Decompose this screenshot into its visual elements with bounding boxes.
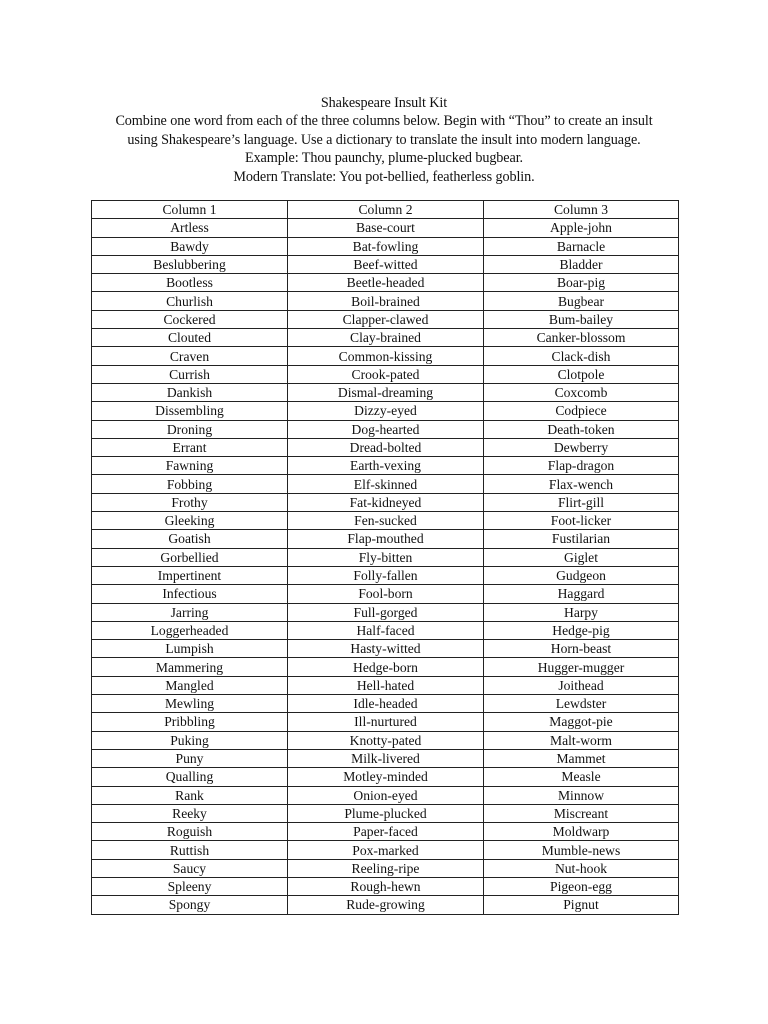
table-cell-column-2: Motley-minded xyxy=(288,768,484,786)
table-cell-column-1: Currish xyxy=(92,365,288,383)
table-row xyxy=(92,420,679,438)
column-header-2: Column 2 xyxy=(288,201,484,219)
table-row xyxy=(92,676,679,694)
table-cell-column-1: Artless xyxy=(92,219,288,237)
table-cell-column-2: Fool-born xyxy=(288,585,484,603)
table-cell-column-3: Clotpole xyxy=(484,365,679,383)
translation-line: Modern Translate: You pot-bellied, featherless goblin. xyxy=(233,168,535,185)
table-cell-column-2: Pox-marked xyxy=(288,841,484,859)
table-cell-column-2: Elf-skinned xyxy=(288,475,484,493)
table-header-row xyxy=(92,201,679,219)
table-row xyxy=(92,438,679,456)
table-cell-column-1: Fawning xyxy=(92,457,288,475)
table-row xyxy=(92,219,679,237)
table-cell-column-3: Dewberry xyxy=(484,438,679,456)
table-cell-column-3: Horn-beast xyxy=(484,640,679,658)
table-row xyxy=(92,823,679,841)
table-cell-column-2: Dog-hearted xyxy=(288,420,484,438)
table-cell-column-1: Errant xyxy=(92,438,288,456)
column-header-3: Column 3 xyxy=(484,201,679,219)
table-cell-column-1: Bawdy xyxy=(92,237,288,255)
table-cell-column-3: Mumble-news xyxy=(484,841,679,859)
table-cell-column-1: Clouted xyxy=(92,329,288,347)
table-cell-column-2: Reeling-ripe xyxy=(288,859,484,877)
table-cell-column-1: Beslubbering xyxy=(92,255,288,273)
table-cell-column-2: Clapper-clawed xyxy=(288,310,484,328)
example-line: Example: Thou paunchy, plume-plucked bugbear. xyxy=(245,150,523,167)
table-cell-column-3: Clack-dish xyxy=(484,347,679,365)
table-cell-column-1: Spleeny xyxy=(92,877,288,895)
table-cell-column-1: Puny xyxy=(92,749,288,767)
table-cell-column-3: Flirt-gill xyxy=(484,493,679,511)
table-cell-column-1: Gorbellied xyxy=(92,548,288,566)
table-cell-column-3: Measle xyxy=(484,768,679,786)
table-row xyxy=(92,475,679,493)
table-cell-column-1: Infectious xyxy=(92,585,288,603)
table-cell-column-3: Barnacle xyxy=(484,237,679,255)
table-row xyxy=(92,530,679,548)
table-cell-column-1: Droning xyxy=(92,420,288,438)
table-row xyxy=(92,255,679,273)
table-cell-column-3: Giglet xyxy=(484,548,679,566)
table-cell-column-3: Minnow xyxy=(484,786,679,804)
table-cell-column-3: Codpiece xyxy=(484,402,679,420)
table-row xyxy=(92,548,679,566)
table-row xyxy=(92,749,679,767)
table-cell-column-2: Flap-mouthed xyxy=(288,530,484,548)
document-title: Shakespeare Insult Kit xyxy=(320,95,448,111)
table-cell-column-3: Hugger-mugger xyxy=(484,658,679,676)
table-row xyxy=(92,292,679,310)
table-cell-column-2: Idle-headed xyxy=(288,695,484,713)
intro-block xyxy=(80,94,688,186)
table-cell-column-3: Malt-worm xyxy=(484,731,679,749)
table-cell-column-3: Hedge-pig xyxy=(484,621,679,639)
table-cell-column-2: Plume-plucked xyxy=(288,804,484,822)
table-cell-column-3: Miscreant xyxy=(484,804,679,822)
table-cell-column-1: Churlish xyxy=(92,292,288,310)
table-cell-column-2: Dizzy-eyed xyxy=(288,402,484,420)
table-cell-column-2: Common-kissing xyxy=(288,347,484,365)
table-cell-column-3: Bladder xyxy=(484,255,679,273)
table-cell-column-3: Pigeon-egg xyxy=(484,877,679,895)
table-row xyxy=(92,695,679,713)
table-cell-column-3: Maggot-pie xyxy=(484,713,679,731)
table-row xyxy=(92,731,679,749)
table-cell-column-3: Harpy xyxy=(484,603,679,621)
table-cell-column-1: Roguish xyxy=(92,823,288,841)
table-row xyxy=(92,274,679,292)
table-row xyxy=(92,237,679,255)
table-cell-column-2: Beetle-headed xyxy=(288,274,484,292)
table-row xyxy=(92,585,679,603)
table-cell-column-3: Lewdster xyxy=(484,695,679,713)
table-cell-column-3: Flax-wench xyxy=(484,475,679,493)
table-cell-column-3: Death-token xyxy=(484,420,679,438)
table-cell-column-2: Beef-witted xyxy=(288,255,484,273)
table-cell-column-2: Boil-brained xyxy=(288,292,484,310)
table-cell-column-2: Base-court xyxy=(288,219,484,237)
table-cell-column-1: Jarring xyxy=(92,603,288,621)
table-cell-column-3: Pignut xyxy=(484,896,679,914)
table-cell-column-2: Paper-faced xyxy=(288,823,484,841)
table-row xyxy=(92,603,679,621)
insult-table-body xyxy=(92,201,679,915)
table-cell-column-3: Nut-hook xyxy=(484,859,679,877)
insult-table xyxy=(91,200,679,915)
table-cell-column-1: Puking xyxy=(92,731,288,749)
table-row xyxy=(92,640,679,658)
table-cell-column-1: Saucy xyxy=(92,859,288,877)
table-cell-column-3: Gudgeon xyxy=(484,566,679,584)
table-cell-column-3: Flap-dragon xyxy=(484,457,679,475)
table-row xyxy=(92,329,679,347)
table-cell-column-3: Apple-john xyxy=(484,219,679,237)
table-cell-column-2: Ill-nurtured xyxy=(288,713,484,731)
table-cell-column-1: Dankish xyxy=(92,383,288,401)
table-row xyxy=(92,512,679,530)
table-row xyxy=(92,841,679,859)
table-row xyxy=(92,457,679,475)
table-row xyxy=(92,877,679,895)
table-cell-column-1: Gleeking xyxy=(92,512,288,530)
table-cell-column-1: Craven xyxy=(92,347,288,365)
table-cell-column-2: Clay-brained xyxy=(288,329,484,347)
instructions-line-2: using Shakespeare’s language. Use a dictionary to translate the insult into modern language. xyxy=(127,131,641,148)
table-cell-column-1: Mangled xyxy=(92,676,288,694)
table-cell-column-1: Ruttish xyxy=(92,841,288,859)
table-cell-column-2: Bat-fowling xyxy=(288,237,484,255)
table-row xyxy=(92,365,679,383)
table-cell-column-3: Coxcomb xyxy=(484,383,679,401)
table-row xyxy=(92,658,679,676)
table-row xyxy=(92,804,679,822)
table-row xyxy=(92,402,679,420)
table-cell-column-2: Fen-sucked xyxy=(288,512,484,530)
table-cell-column-1: Bootless xyxy=(92,274,288,292)
table-row xyxy=(92,713,679,731)
table-cell-column-1: Impertinent xyxy=(92,566,288,584)
table-cell-column-1: Fobbing xyxy=(92,475,288,493)
table-cell-column-3: Boar-pig xyxy=(484,274,679,292)
table-cell-column-3: Haggard xyxy=(484,585,679,603)
table-cell-column-2: Dread-bolted xyxy=(288,438,484,456)
table-cell-column-1: Frothy xyxy=(92,493,288,511)
table-row xyxy=(92,566,679,584)
table-cell-column-1: Rank xyxy=(92,786,288,804)
table-cell-column-2: Rough-hewn xyxy=(288,877,484,895)
table-cell-column-2: Folly-fallen xyxy=(288,566,484,584)
table-cell-column-3: Fustilarian xyxy=(484,530,679,548)
table-cell-column-2: Rude-growing xyxy=(288,896,484,914)
table-cell-column-3: Joithead xyxy=(484,676,679,694)
table-cell-column-2: Crook-pated xyxy=(288,365,484,383)
table-cell-column-1: Loggerheaded xyxy=(92,621,288,639)
table-cell-column-3: Foot-licker xyxy=(484,512,679,530)
table-cell-column-2: Fly-bitten xyxy=(288,548,484,566)
table-cell-column-2: Full-gorged xyxy=(288,603,484,621)
table-cell-column-3: Moldwarp xyxy=(484,823,679,841)
table-cell-column-1: Pribbling xyxy=(92,713,288,731)
column-header-1: Column 1 xyxy=(92,201,288,219)
table-cell-column-2: Fat-kidneyed xyxy=(288,493,484,511)
table-row xyxy=(92,859,679,877)
table-row xyxy=(92,786,679,804)
table-row xyxy=(92,768,679,786)
table-cell-column-2: Knotty-pated xyxy=(288,731,484,749)
table-cell-column-2: Dismal-dreaming xyxy=(288,383,484,401)
table-cell-column-1: Goatish xyxy=(92,530,288,548)
table-cell-column-2: Earth-vexing xyxy=(288,457,484,475)
table-row xyxy=(92,347,679,365)
table-cell-column-3: Bum-bailey xyxy=(484,310,679,328)
table-cell-column-1: Spongy xyxy=(92,896,288,914)
table-cell-column-1: Lumpish xyxy=(92,640,288,658)
table-cell-column-3: Bugbear xyxy=(484,292,679,310)
table-cell-column-2: Hasty-witted xyxy=(288,640,484,658)
table-row xyxy=(92,896,679,914)
table-cell-column-2: Half-faced xyxy=(288,621,484,639)
table-cell-column-1: Mewling xyxy=(92,695,288,713)
table-cell-column-1: Dissembling xyxy=(92,402,288,420)
table-cell-column-1: Qualling xyxy=(92,768,288,786)
table-cell-column-2: Milk-livered xyxy=(288,749,484,767)
table-row xyxy=(92,310,679,328)
table-cell-column-1: Cockered xyxy=(92,310,288,328)
table-row xyxy=(92,621,679,639)
table-cell-column-1: Mammering xyxy=(92,658,288,676)
table-row xyxy=(92,383,679,401)
instructions-line-1: Combine one word from each of the three columns below. Begin with “Thou” to create an insult xyxy=(115,113,653,130)
table-cell-column-1: Reeky xyxy=(92,804,288,822)
table-cell-column-3: Canker-blossom xyxy=(484,329,679,347)
table-cell-column-2: Onion-eyed xyxy=(288,786,484,804)
table-row xyxy=(92,493,679,511)
table-cell-column-2: Hell-hated xyxy=(288,676,484,694)
table-cell-column-2: Hedge-born xyxy=(288,658,484,676)
table-cell-column-3: Mammet xyxy=(484,749,679,767)
